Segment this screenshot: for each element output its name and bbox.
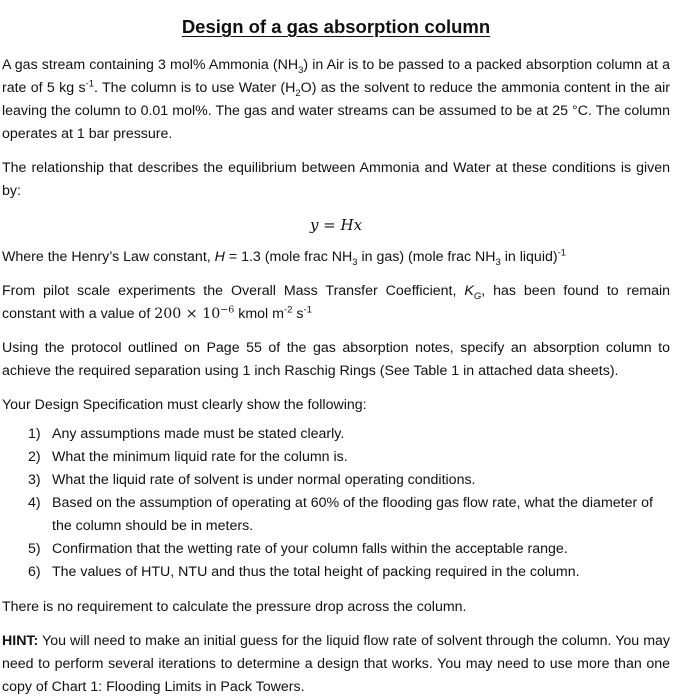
mt-value: 200 × 10 — [154, 306, 221, 322]
list-item-text: What the minimum liquid rate for the column is. — [52, 449, 348, 465]
equilibrium-paragraph: The relationship that describes the equilibrium between Ammonia and Water at these conditions is given by: — [2, 160, 670, 199]
intro-text-1: A gas stream containing 3 mol% Ammonia (NH — [2, 57, 299, 73]
henry-sub-1: 3 — [352, 256, 358, 268]
henry-text-2: = 1.3 (mole frac NH — [224, 249, 353, 265]
list-item-number: 2) — [28, 449, 41, 465]
henry-text-1: Where the Henry’s Law constant, — [2, 249, 215, 265]
list-item — [2, 446, 670, 469]
equilibrium-equation: y = Hx — [309, 216, 363, 234]
pressure-note: There is no requirement to calculate the pressure drop across the column. — [2, 599, 467, 615]
intro-sup-2: -1 — [85, 78, 94, 90]
list-item-text: Any assumptions made must be stated clearly. — [52, 426, 345, 442]
mt-text-4: s — [292, 306, 304, 322]
list-item-number: 6) — [28, 564, 41, 580]
mt-text-2: , has been found to remain constant with a value of — [2, 283, 671, 322]
list-item-number: 5) — [28, 541, 41, 557]
list-item-text: Confirmation that the wetting rate of your column falls within the acceptable range. — [52, 541, 568, 557]
mt-variable-sub: G — [473, 290, 482, 302]
list-item — [2, 423, 670, 446]
list-item-number: 4) — [28, 495, 41, 511]
intro-sub-3: 2 — [295, 87, 301, 99]
hint-label: HINT: — [2, 633, 39, 649]
list-item — [2, 492, 670, 538]
protocol-paragraph: Using the protocol outlined on Page 55 of the gas absorption notes, specify an absorption column to achieve the required separation using 1 inch Raschig Rings (See Table 1 in attached data sheets). — [2, 340, 670, 379]
intro-paragraph — [2, 54, 670, 146]
intro-sub-1: 3 — [298, 64, 304, 76]
hint-text: You will need to make an initial guess for the liquid flow rate of solvent through the column. You may need to perform several iterations to determine a design that works. You may need to use more than one copy of Chart 1: Flooding Limits in Pack Towers. — [2, 633, 670, 695]
list-item-text: Based on the assumption of operating at 60% of the flooding gas flow rate, what the diameter of the column should be in meters. — [52, 495, 653, 534]
document-title: Design of a gas absorption column — [181, 16, 491, 37]
mt-exponent: −6 — [220, 304, 235, 316]
henry-sup-3: -1 — [557, 247, 567, 259]
henry-text-3: in gas) (mole frac NH — [357, 249, 496, 265]
henry-variable: H — [214, 249, 225, 265]
henry-sub-2: 3 — [495, 256, 501, 268]
list-item — [2, 469, 670, 492]
mt-sup-1: -2 — [283, 304, 293, 316]
intro-text-4: O) as the solvent to reduce the ammonia content in the air leaving the column to 0.01 mol%. The gas and water streams can be assumed to be at 25 °C. The column operates at 1 bar pressure. — [2, 80, 671, 142]
spec-list — [2, 423, 670, 584]
mt-text-1: From pilot scale experiments the Overall Mass Transfer Coefficient, — [2, 283, 465, 299]
henry-text-4: in liquid) — [500, 249, 558, 265]
mt-text-3: kmol m — [234, 306, 284, 322]
intro-text-2: ) in Air is to be passed to a packed absorption column at a rate of 5 kg s — [2, 57, 670, 96]
henry-paragraph — [2, 246, 670, 269]
list-item-text: The values of HTU, NTU and thus the total height of packing required in the column. — [52, 564, 580, 580]
list-item — [2, 561, 670, 584]
list-item-number: 3) — [28, 472, 41, 488]
intro-text-3: . The column is to use Water (H — [94, 80, 296, 96]
list-item-text: What the liquid rate of solvent is under normal operating conditions. — [52, 472, 476, 488]
hint-paragraph — [2, 630, 670, 699]
mass-transfer-paragraph — [2, 280, 670, 326]
mt-sup-2: -1 — [303, 304, 312, 316]
spec-intro: Your Design Specification must clearly show the following: — [2, 397, 367, 413]
list-item — [2, 538, 670, 561]
list-item-number: 1) — [28, 426, 41, 442]
mt-variable: K — [464, 283, 474, 299]
